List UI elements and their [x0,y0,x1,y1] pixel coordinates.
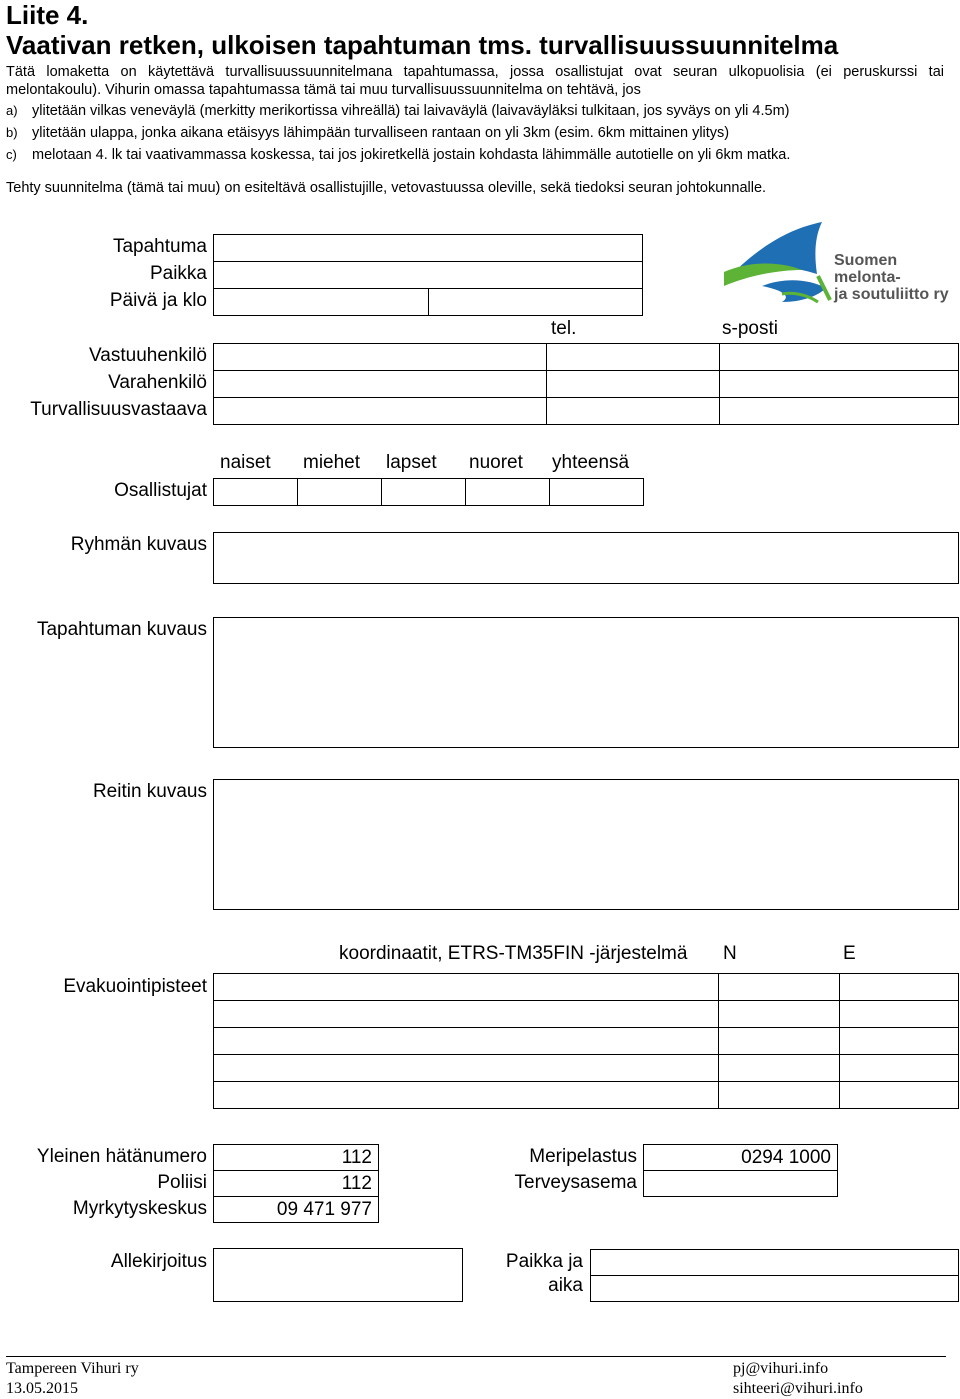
note-text: Tehty suunnitelma (tämä tai muu) on esiteltävä osallistujille, vetovastuussa oleville, sekä tiedoksi seuran johtokunnalle. [6,180,767,196]
responsible-name-field[interactable] [214,344,547,371]
evacuation-e-field[interactable] [840,974,959,1001]
police-number-value: 112 [214,1171,379,1197]
evacuation-point-field[interactable] [214,1082,719,1109]
emergency-table [213,1144,379,1223]
condition-b [6,124,729,142]
place-time-label-1: Paikka ja [505,1251,583,1272]
place-label: Paikka [149,263,207,284]
evacuation-point-field[interactable] [214,1001,719,1028]
condition-letter: c) [6,147,17,162]
condition-text: ylitetään ulappa, jonka aikana etäisyys lähimpään turvalliseen rantaan on yli 3km (esim. 6km mittainen ylitys) [32,125,730,141]
deputy-name-field[interactable] [214,371,547,398]
logo-text-line2: melonta- [834,269,901,286]
evacuation-e-field[interactable] [840,1028,959,1055]
footer-email-secretary[interactable]: sihteeri@vihuri.info [733,1380,863,1397]
east-header: E [843,943,856,964]
event-description-label: Tapahtuman kuvaus [36,619,207,640]
condition-text: melotaan 4. lk tai vaativammassa koskessa, tai jos jokiretkellä jostain kohdasta lähimmälle autotielle on yli 6km matka. [32,147,791,163]
evacuation-point-field[interactable] [214,1028,719,1055]
place-time-table [590,1249,959,1302]
evacuation-label: Evakuointipisteet [63,976,207,997]
evacuation-e-field[interactable] [840,1082,959,1109]
sea-rescue-label: Meripelastus [529,1146,637,1167]
men-count-field[interactable] [298,479,382,506]
evacuation-n-field[interactable] [719,974,840,1001]
place-field[interactable] [214,262,643,289]
footer-date: 13.05.2015 [6,1380,78,1397]
route-description-label: Reitin kuvaus [92,781,207,802]
police-label: Poliisi [157,1172,207,1193]
north-header: N [723,943,737,964]
route-description-field[interactable] [213,779,959,910]
event-field[interactable] [214,235,643,262]
evacuation-n-field[interactable] [719,1082,840,1109]
group-description-field[interactable] [213,532,959,584]
women-header: naiset [220,452,271,473]
logo [722,214,952,306]
emergency-number-label: Yleinen hätänumero [36,1146,207,1167]
total-header: yhteensä [552,452,630,473]
condition-letter: a) [6,103,18,118]
footer-email-chair[interactable]: pj@vihuri.info [733,1360,829,1377]
time-field[interactable] [429,289,643,316]
evacuation-e-field[interactable] [840,1055,959,1082]
children-count-field[interactable] [382,479,466,506]
signature-field[interactable] [213,1248,463,1302]
place-time-label-2: aika [548,1275,583,1296]
participants-table [213,478,644,506]
rescue-table [643,1144,838,1197]
condition-letter: b) [6,125,18,140]
poison-center-label: Myrkytyskeskus [72,1198,207,1219]
emergency-number-value: 112 [214,1145,379,1171]
participants-label: Osallistujat [114,480,207,501]
coordinates-header: koordinaatit, ETRS-TM35FIN -järjestelmä [339,943,688,964]
responsible-tel-field[interactable] [547,344,720,371]
date-label: Päivä ja klo [109,290,207,311]
men-header: miehet [303,452,361,473]
condition-c [6,146,790,164]
poison-center-value: 09 471 977 [214,1197,379,1223]
event-table [213,234,643,316]
evacuation-table [213,973,959,1109]
date-field[interactable] [214,289,429,316]
footer-divider [6,1356,946,1357]
condition-a [6,102,790,120]
signature-label: Allekirjoitus [110,1251,207,1272]
total-count-field[interactable] [550,479,644,506]
health-center-field[interactable] [644,1171,838,1197]
tel-header: tel. [551,318,577,339]
group-description-label: Ryhmän kuvaus [70,534,207,555]
condition-text: ylitetään vilkas veneväylä (merkitty merikortissa vihreällä) tai laivaväylä (laivaväyläksi tulkitaan, jos syväys on yli 4.5m) [32,103,790,119]
sea-rescue-value: 0294 1000 [644,1145,838,1171]
form-title: Vaativan retken, ulkoisen tapahtuman tms. turvallisuussuunnitelma [6,30,839,60]
deputy-label: Varahenkilö [108,372,207,393]
logo-text-line1: Suomen [834,252,898,269]
responsible-label: Vastuuhenkilö [89,345,207,366]
evacuation-n-field[interactable] [719,1001,840,1028]
safety-officer-label: Turvallisuusvastaava [30,399,207,420]
safety-name-field[interactable] [214,398,547,425]
time-field[interactable] [591,1276,959,1302]
intro-text: Tätä lomaketta on käytettävä turvallisuussuunnitelmana tapahtumassa, jossa osallistujat ovat seuran ulkopuolisia (ei peruskurssi tai melontakoulu). Vihurin omassa tapahtumassa tämä tai muu turvallisuussuunnitelma on tehtävä, jos [6,64,944,98]
women-count-field[interactable] [214,479,298,506]
responsible-email-field[interactable] [720,344,959,371]
event-description-field[interactable] [213,617,959,748]
youth-count-field[interactable] [466,479,550,506]
event-label: Tapahtuma [112,236,207,257]
youth-header: nuoret [469,452,523,473]
evacuation-point-field[interactable] [214,1055,719,1082]
evacuation-n-field[interactable] [719,1028,840,1055]
email-header: s-posti [722,318,778,339]
deputy-email-field[interactable] [720,371,959,398]
footer-org: Tampereen Vihuri ry [6,1360,139,1377]
evacuation-point-field[interactable] [214,974,719,1001]
health-center-label: Terveysasema [514,1172,637,1193]
logo-text-line3: ja soutuliitto ry [834,286,949,303]
safety-email-field[interactable] [720,398,959,425]
evacuation-e-field[interactable] [840,1001,959,1028]
evacuation-n-field[interactable] [719,1055,840,1082]
deputy-tel-field[interactable] [547,371,720,398]
people-table [213,343,959,425]
place-field[interactable] [591,1250,959,1276]
safety-tel-field[interactable] [547,398,720,425]
appendix-title: Liite 4. [6,0,89,30]
children-header: lapset [386,452,437,473]
